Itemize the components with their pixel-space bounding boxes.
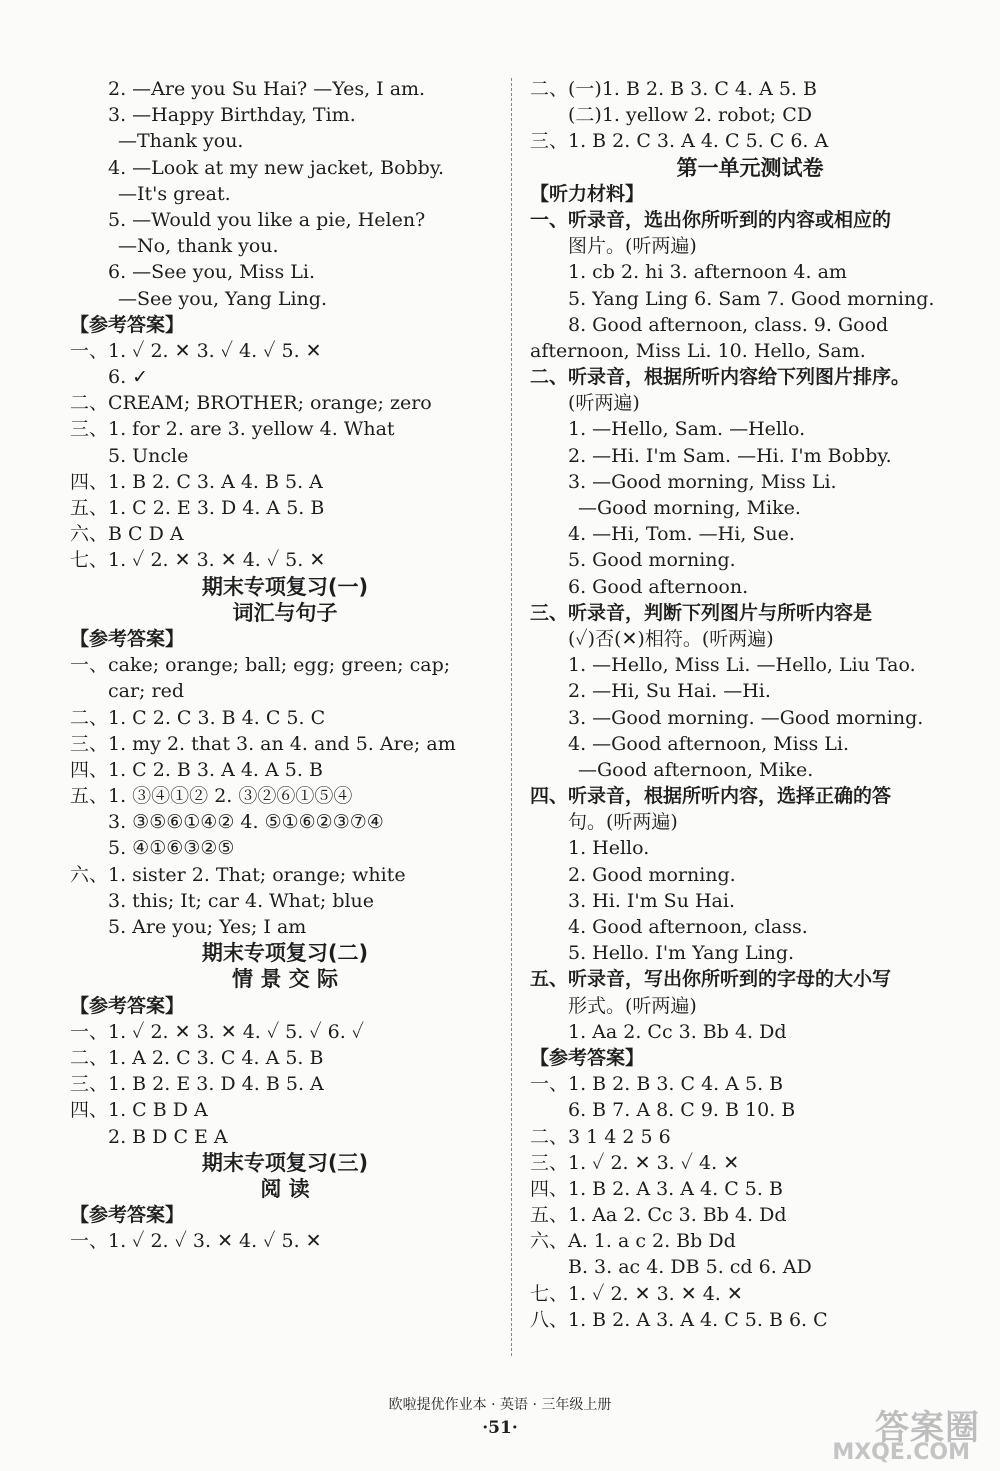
right-line: 5. Good morning. — [568, 549, 736, 572]
left-line: 期末专项复习(一) — [201, 574, 369, 599]
left-line: 5. Are you; Yes; I am — [108, 916, 307, 938]
left-line: 七、1. ✓ 2. ✕ 3. ✕ 4. ✓ 5. ✕ — [70, 549, 326, 572]
right-line: 三、1. B 2. C 3. A 4. C 5. C 6. A — [530, 130, 829, 153]
right-line: 1. Hello. — [568, 837, 650, 860]
right-line: 1. —Hello, Sam. —Hello. — [568, 418, 806, 441]
left-line: car; red — [108, 680, 184, 703]
right-line: 一、1. B 2. B 3. C 4. A 5. B — [530, 1073, 784, 1096]
right-line: 4. Good afternoon, class. — [568, 916, 808, 938]
right-line: 3. Hi. I'm Su Hai. — [568, 889, 735, 912]
right-line: 6. B 7. A 8. C 9. B 10. B — [568, 1099, 796, 1122]
right-line: 三、听录音，判断下列图片与所听内容是 — [530, 601, 873, 624]
left-line: 2. —Are you Su Hai? —Yes, I am. — [108, 78, 426, 100]
right-line: 2. —Hi. I'm Sam. —Hi. I'm Bobby. — [568, 444, 892, 467]
left-line: 【参考答案】 — [70, 994, 185, 1017]
right-line: 二、(一)1. B 2. B 3. C 4. A 5. B — [530, 78, 817, 100]
right-line: (✓)否(✕)相符。(听两遍) — [568, 627, 774, 650]
right-line: afternoon, Miss Li. 10. Hello, Sam. — [530, 339, 866, 362]
right-line: —Good morning, Mike. — [578, 497, 801, 519]
left-line: 一、1. ✓ 2. ✕ 3. ✕ 4. ✓ 5. ✓ 6. ✓ — [70, 1020, 365, 1043]
left-line: 5. ④①⑥③②⑤ — [108, 837, 235, 860]
right-column — [530, 76, 970, 1333]
right-line: 【参考答案】 — [530, 1046, 645, 1069]
right-line: 二、听录音，根据所听内容给下列图片排序。 — [530, 366, 911, 389]
right-line: 6. Good afternoon. — [568, 575, 749, 598]
left-line: —Thank you. — [118, 130, 244, 153]
left-line: 一、cake; orange; ball; egg; green; cap; — [70, 654, 451, 677]
column-divider — [511, 78, 512, 1356]
right-line: 六、A. 1. a c 2. Bb Dd — [530, 1230, 736, 1253]
left-line: 词汇与句子 — [232, 600, 338, 625]
left-line: —See you, Yang Ling. — [118, 287, 327, 310]
right-line: 1. cb 2. hi 3. afternoon 4. am — [568, 261, 847, 284]
right-line: 2. Good morning. — [568, 863, 736, 886]
left-line: 阅 读 — [260, 1176, 310, 1201]
left-line: 二、1. A 2. C 3. C 4. A 5. B — [70, 1046, 324, 1069]
left-line: 5. Uncle — [108, 444, 189, 467]
right-line: 五、1. Aa 2. Cc 3. Bb 4. Dd — [530, 1204, 787, 1227]
left-line: 【参考答案】 — [70, 1204, 185, 1227]
right-line: 句。(听两遍) — [568, 811, 678, 834]
footer-title: 欧啦提优作业本 · 英语 · 三年级上册 — [388, 1397, 612, 1413]
left-line: 六、B C D A — [70, 523, 184, 546]
right-line: 2. —Hi, Su Hai. —Hi. — [568, 680, 771, 703]
left-column — [70, 76, 500, 1254]
left-line: 【参考答案】 — [70, 627, 185, 650]
right-line: 1. Aa 2. Cc 3. Bb 4. Dd — [568, 1020, 787, 1043]
left-line: —No, thank you. — [118, 235, 279, 258]
right-line: (二)1. yellow 2. robot; CD — [568, 104, 813, 127]
left-line: 2. B D C E A — [108, 1125, 228, 1148]
left-line: 【参考答案】 — [70, 313, 185, 336]
right-line: 5. Hello. I'm Yang Ling. — [568, 942, 795, 965]
right-line: 五、听录音，写出你所听到的字母的大小写 — [530, 968, 892, 991]
left-line: 二、1. C 2. C 3. B 4. C 5. C — [70, 706, 326, 729]
page-number: ·51· — [482, 1418, 518, 1438]
right-line: 四、1. B 2. A 3. A 4. C 5. B — [530, 1177, 783, 1200]
left-line: 5. —Would you like a pie, Helen? — [108, 208, 426, 231]
right-line: (听两遍) — [568, 392, 640, 415]
watermark-logo: 答案圈 — [875, 1408, 980, 1448]
right-line: 形式。(听两遍) — [568, 994, 697, 1017]
right-line: 8. Good afternoon, class. 9. Good — [568, 313, 889, 336]
left-line: 五、1. ③④①② 2. ③②⑥①⑤④ — [70, 785, 353, 808]
right-line: B. 3. ac 4. DB 5. cd 6. AD — [568, 1256, 812, 1279]
left-line: 期末专项复习(三) — [201, 1150, 369, 1175]
right-line: 4. —Hi, Tom. —Hi, Sue. — [568, 523, 795, 546]
left-line: 四、1. B 2. C 3. A 4. B 5. A — [70, 470, 323, 493]
right-line: 5. Yang Ling 6. Sam 7. Good morning. — [568, 287, 935, 310]
left-line: 3. this; It; car 4. What; blue — [108, 889, 375, 912]
left-line: —It's great. — [118, 182, 231, 205]
left-line: 情 景 交 际 — [232, 967, 338, 992]
right-line: 二、3 1 4 2 5 6 — [530, 1125, 671, 1148]
right-line: 四、听录音，根据所听内容，选择正确的答 — [530, 785, 892, 808]
left-line: 五、1. C 2. E 3. D 4. A 5. B — [70, 497, 325, 519]
right-line: 七、1. ✓ 2. ✕ 3. ✕ 4. ✕ — [530, 1282, 743, 1305]
left-line: 3. —Happy Birthday, Tim. — [108, 104, 356, 127]
left-line: 三、1. for 2. are 3. yellow 4. What — [70, 418, 395, 441]
right-line: 第一单元测试卷 — [676, 155, 824, 180]
left-line: 一、1. ✓ 2. ✕ 3. ✓ 4. ✓ 5. ✕ — [70, 339, 322, 362]
left-line: 4. —Look at my new jacket, Bobby. — [108, 156, 445, 179]
left-line: 3. ③⑤⑥①④② 4. ⑤①⑥②③⑦④ — [108, 811, 384, 834]
watermark-url: MXQE.COM — [832, 1440, 970, 1465]
left-line: 二、CREAM; BROTHER; orange; zero — [70, 392, 432, 415]
right-line: 【听力材料】 — [530, 182, 645, 205]
left-line: 期末专项复习(二) — [201, 941, 369, 966]
left-line: 三、1. my 2. that 3. an 4. and 5. Are; am — [70, 732, 456, 755]
right-line: 1. —Hello, Miss Li. —Hello, Liu Tao. — [568, 654, 916, 677]
left-line: 三、1. B 2. E 3. D 4. B 5. A — [70, 1073, 324, 1096]
right-line: 八、1. B 2. A 3. A 4. C 5. B 6. C — [530, 1308, 828, 1331]
left-line: 四、1. C 2. B 3. A 4. A 5. B — [70, 758, 323, 781]
right-line: 4. —Good afternoon, Miss Li. — [568, 732, 849, 755]
left-line: 四、1. C B D A — [70, 1099, 208, 1122]
right-line: 3. —Good morning, Miss Li. — [568, 470, 837, 493]
right-line: —Good afternoon, Mike. — [578, 758, 814, 781]
left-line: 6. ✓ — [108, 366, 149, 389]
right-line: 三、1. ✓ 2. ✕ 3. ✓ 4. ✕ — [530, 1151, 740, 1174]
right-line: 一、听录音，选出你所听到的内容或相应的 — [530, 208, 892, 231]
right-line: 3. —Good morning. —Good morning. — [568, 706, 924, 729]
right-line: 图片。(听两遍) — [568, 235, 697, 258]
left-line: 6. —See you, Miss Li. — [108, 261, 316, 284]
left-line: 一、1. ✓ 2. ✓ 3. ✕ 4. ✓ 5. ✕ — [70, 1230, 322, 1253]
left-line: 六、1. sister 2. That; orange; white — [70, 863, 406, 886]
